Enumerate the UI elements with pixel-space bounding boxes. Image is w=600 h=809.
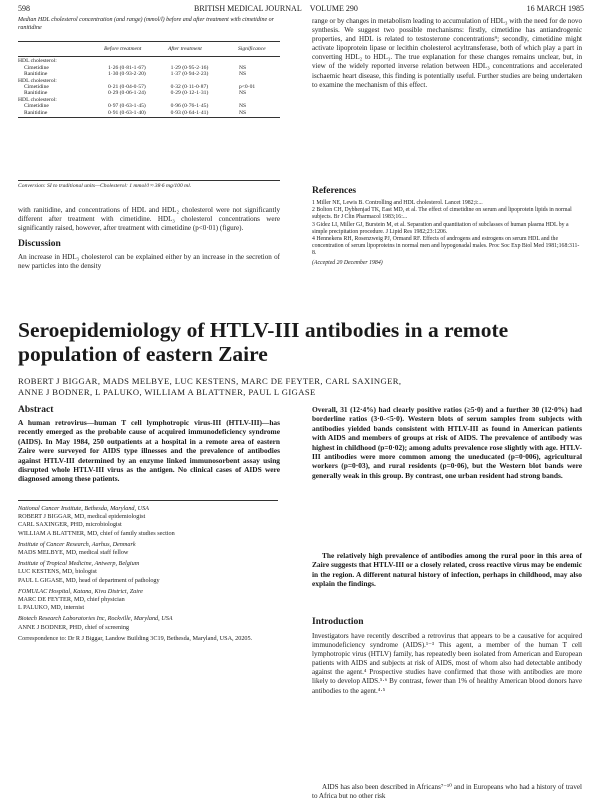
discussion-heading: Discussion	[18, 239, 61, 249]
affiliation-block	[18, 560, 280, 585]
affiliation-person: CARL SAXINGER, PHD, microbiologist	[18, 521, 122, 529]
affiliation-block	[18, 588, 280, 613]
affiliation-institution: National Cancer Institute, Bethesda, Maryland, USA	[18, 505, 149, 512]
affiliation-person: MADS MELBYE, MD, medical staff fellow	[18, 549, 129, 557]
issue-date: 16 MARCH 1985	[526, 4, 584, 13]
abstract-conclusion: The relatively high prevalence of antibodies among the rural poor in this area of Zaire suggests that HTLV-III or a closely related, cross reactive virus may be endemic in the region. A different natural history of infection, perhaps in childhood, may also explain the findings.	[312, 551, 582, 589]
author-list	[18, 376, 578, 398]
references-list	[312, 200, 582, 267]
affiliation-person: WILLIAM A BLATTNER, MD, chief of family studies section	[18, 529, 175, 537]
table-footnote: Conversion: SI to traditional units—Cholesterol: 1 mmol/l ≈ 38·6 mg/100 ml.	[18, 180, 280, 189]
table-col-3: Significance	[238, 46, 266, 52]
table-caption: Median HDL cholesterol concentration (and range) (mmol/l) before and after treatment with cimetidine or ranitidine	[18, 17, 275, 31]
table-cell-before: 0·97 (0·63-1·45)	[108, 103, 146, 110]
discussion-continued: range or by changes in metabolism leading to accumulation of HDL₃ with the need for de novo synthesis. We suggest two possible mechanisms: firstly, cimetidine has antiandrogenic properties, and HDL is related to testosterone concentrations⁹; secondly, cimetidine might activate lipoprotein lipase or lecithin cholesterol acyltransferase, both of which play a part in converting HDL₂ to HDL₃. The true explanation for these changes remains unclear, but, in view of the widely reported inverse relation between HDL₃ concentrations and accelerated ischaemic heart disease, this finding is potentially useful. Further studies are being undertaken to examine the mechanism of this effect.	[312, 17, 582, 89]
affiliation-block	[18, 541, 280, 557]
volume: VOLUME 290	[309, 4, 358, 13]
table-cell-sig: NS	[238, 90, 247, 97]
affiliation-institution: Institute of Cancer Research, Aarhus, Denmark	[18, 540, 136, 548]
reference-item: 3 Gidez LI, Miller GJ, Burstein M, et al. Separation and quantitation of subclasses of human plasma HDL by a simple precipitation procedure. J Lipid Res 1982;23:1206.	[312, 221, 569, 235]
table-cell-before: 0·29 (0·06-1·24)	[108, 90, 146, 97]
running-header	[18, 4, 584, 13]
reference-item: 2 Bolton CH, Dybhenjad TK, East MD, et al. The effect of cimetidine on serum and lipoprotein lipids in normal subjects. Br J Clin Pharmacol 1983;16:...	[312, 207, 572, 221]
discussion-paragraph: An increase in HDL₃ cholesterol can be explained either by an increase in the secretion of new particles into the density	[18, 253, 280, 271]
article-title: Seroepidemiology of HTLV-III antibodies in a remote population of eastern Zaire	[18, 318, 509, 366]
page-number: 598	[18, 4, 30, 13]
table-col-0	[18, 46, 104, 52]
table-header-row	[18, 43, 280, 55]
affiliations	[18, 505, 280, 643]
table-row	[18, 110, 280, 116]
introduction-paragraph: Investigators have recently described a retrovirus that appears to be a causative for acquired immunodeficiency syndrome (AIDS).¹⁻³ This agent, a member of the human T cell lymphotropic virus (HTLV) family, has repeatedly been isolated from American and European patients with AIDS and subjects at risk of AIDS, most of whom also had detectable antibody against the agent.⁴ Prospective studies have confirmed that those with antibodies are more likely to develop AIDS.⁵·⁶ By contrast, fewer than 1% of healthy American blood donors have antibodies to the agent.⁴·⁵	[312, 632, 582, 695]
table-cell-after: 0·96 (0·76-1·45)	[170, 103, 209, 110]
table-cell-before: 0·21 (0·04-0·57)	[108, 84, 146, 91]
table-cell-after: 1·29 (0·95-2·16)	[170, 64, 209, 71]
abstract-results: Overall, 31 (12·4%) had clearly positive ratios (≥5·0) and a further 30 (12·0%) had borderline ratios (3·0-<5·0). Western blots of serum samples from subjects with antibodies yielded bands consistent with HTLV-III as found in American patients with AIDS and members of groups at risk of AIDS. The prevalence of antibody was highest in childhood (p=0·02); among adults prevalence rose slightly with age. HTLV-III antibodies were more common among the uneducated (p=0·006), agricultural workers (p=0·03), and rural residents (p=0·06), but the Western blot bands were generally weak in this group. By contrast, one urban resident had strong bands.	[312, 405, 582, 480]
affiliation-person: MARC DE FEYTER, MD, chief physician	[18, 596, 125, 604]
table-col-1: Before treatment	[104, 46, 142, 52]
introduction-heading: Introduction	[312, 617, 364, 627]
table-cell-after: 0·29 (0·12-1·31)	[170, 90, 209, 97]
table-cell-sig: NS	[238, 71, 247, 78]
table-cell-after: 1·37 (0·94-2·23)	[170, 71, 209, 78]
table-cell-label: HDL cholesterol:	[18, 77, 57, 84]
table-cell-label: Ranitidine	[24, 90, 48, 97]
table-cell-sig: NS	[238, 103, 247, 110]
table-cell-label: Cimetidine	[24, 103, 49, 110]
accepted-note: (Accepted 20 December 1984)	[312, 259, 383, 266]
table-cell-after: 0·93 (0·64-1·41)	[170, 109, 209, 116]
affiliation-person: PAUL L GIGASE, MD, head of department of pathology	[18, 576, 160, 584]
table-cell-label: HDL cholesterol:	[18, 58, 57, 65]
table-cell-label: Ranitidine	[24, 109, 48, 116]
authors-line-1: ROBERT J BIGGAR, MADS MELBYE, LUC KESTENS, MARC DE FEYTER, CARL SAXINGER,	[18, 376, 402, 386]
affiliation-person: ANNE J BODNER, PHD, chief of screening	[18, 623, 130, 631]
table-cell-after: 0·32 (0·11-0·87)	[170, 84, 209, 91]
reference-item: 4 Hennekens RH, Rosenzweig PJ, Ormand RF. Effects of androgens and estrogens on serum HDL and the concentration of serum lipoproteins in normal men and hypogonadal males. Proc Soc Exp Biol Med 1981;168:311-8.	[312, 236, 580, 257]
table-cell-sig: NS	[238, 64, 247, 71]
table-cell-sig: NS	[238, 109, 247, 116]
table-cell-before: 0·91 (0·63-1·40)	[108, 109, 146, 116]
abstract-heading: Abstract	[18, 405, 54, 415]
table-cell-label: Cimetidine	[24, 84, 49, 91]
results-paragraph: with ranitidine, and concentrations of HDL and HDL₂ cholesterol were not significantly different after treatment with cimetidine. HDL₃ cholesterol concentrations were significantly raised, however, after treatment with cimetidine (p<0·01) (figure).	[18, 206, 280, 233]
table-body	[18, 58, 280, 118]
journal-name: BRITISH MEDICAL JOURNAL VOLUME 290	[194, 4, 358, 13]
table-cell-sig: p<0·01	[238, 84, 256, 91]
references-heading: References	[312, 186, 357, 196]
reference-item: 1 Miller NE, Lewis B. Controlling and HDL cholesterol. Lancet 1982;i:...	[312, 200, 483, 206]
affiliation-block	[18, 505, 280, 538]
affiliation-person: ROBERT J BIGGAR, MD, medical epidemiologist	[18, 513, 146, 521]
affiliation-person: LUC KESTENS, MD, biologist	[18, 568, 97, 576]
table-cell-before: 1·26 (0·81-1·67)	[108, 64, 146, 71]
correspondence: Correspondence to: Dr R J Biggar, Landow Building 3C19, Bethesda, Maryland, USA, 20205.	[18, 634, 253, 642]
abstract-text: A human retrovirus—human T cell lymphotropic virus-III (HTLV-III)—has recently emerged as the probable cause of acquired immunodeficiency syndrome (AIDS). In May 1984, 250 outpatients at a hospital in a remote area of eastern Zaire were surveyed for AIDS type illnesses and the prevalence of antibodies against HTLV-III determined by an enzyme linked immunosorbent assay using disrupted whole HTLV-III virus as the antigen. No clinical cases of AIDS were diagnosed among these patients.	[18, 418, 280, 484]
authors-line-2: ANNE J BODNER, L PALUKO, WILLIAM A BLATTNER, PAUL L GIGASE	[18, 387, 316, 397]
table-cell-label: HDL cholesterol:	[18, 96, 57, 103]
table-cell-label: Cimetidine	[24, 64, 49, 71]
table-col-2: After treatment	[168, 46, 202, 52]
affiliation-institution: Biotech Research Laboratories Inc, Rockville, Maryland, USA	[18, 615, 173, 623]
results-table	[18, 40, 280, 119]
affiliation-institution: FOMULAC Hospital, Katana, Kivu District, Zaire	[18, 587, 143, 595]
table-cell-before: 1·30 (0·93-2·20)	[108, 71, 146, 78]
table-cell-label: Ranitidine	[24, 71, 48, 78]
introduction-paragraph-2: AIDS has also been described in Africans⁷⁻¹⁰ and in Europeans who had a history of travel to Africa but no other risk	[312, 783, 582, 801]
affiliation-divider	[18, 500, 278, 501]
affiliation-institution: Institute of Tropical Medicine, Antwerp, Belgium	[18, 560, 140, 568]
affiliation-block	[18, 615, 280, 631]
affiliation-person: L PALUKO, MD, internist	[18, 604, 85, 612]
